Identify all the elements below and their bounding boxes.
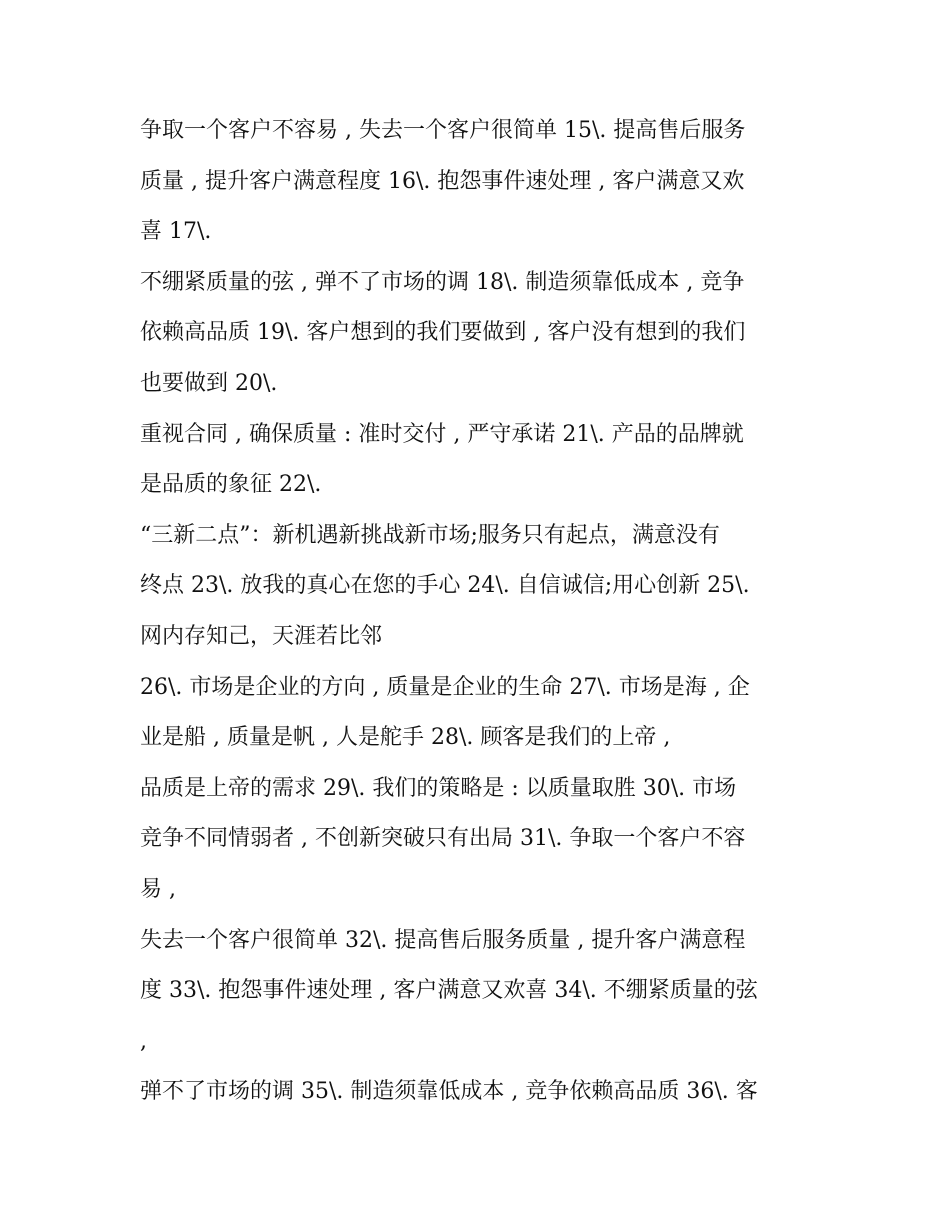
text-line: 也要做到 20\. (140, 370, 278, 396)
text-line: 网内存知己，天涯若比邻 (140, 623, 383, 649)
text-line: 争取一个客户不容易 , 失去一个客户很简单 15\. 提高售后服务 (140, 118, 746, 143)
text-line: 弹不了市场的调 35\. 制造须靠低成本 , 竞争依赖高品质 36\. 客 (140, 1079, 758, 1105)
text-line: 质量 , 提升客户满意程度 16\. 抱怨事件速处理 , 客户满意又欢 (140, 168, 745, 194)
text-line: 易 , (140, 876, 176, 902)
text-line: 业是船 , 质量是帆 , 人是舵手 28\. 顾客是我们的上帝 , (140, 725, 671, 751)
text-line: 失去一个客户很简单 32\. 提高售后服务质量 , 提升客户满意程 (140, 927, 746, 953)
document-body (140, 106, 820, 1118)
text-line: 终点 23\. 放我的真心在您的手心 24\. 自信诚信;用心创新 25\. (140, 573, 750, 599)
text-line: 是品质的象征 22\. (140, 472, 322, 498)
text-line: “三新二点”：新机遇新挑战新市场;服务只有起点，满意没有 (140, 522, 720, 548)
text-line: 26\. 市场是企业的方向 , 质量是企业的生命 27\. 市场是海 , 企 (140, 674, 750, 700)
text-line: 重视合同 , 确保质量 : 准时交付 , 严守承诺 21\. 产品的品牌就 (140, 421, 744, 447)
text-line: 度 33\. 抱怨事件速处理 , 客户满意又欢喜 34\. 不绷紧质量的弦 (140, 978, 758, 1004)
text-line: 不绷紧质量的弦 , 弹不了市场的调 18\. 制造须靠低成本 , 竞争 (140, 269, 745, 295)
text-line: 品质是上帝的需求 29\. 我们的策略是 : 以质量取胜 30\. 市场 (140, 775, 737, 801)
text-line: 依赖高品质 19\. 客户想到的我们要做到 , 客户没有想到的我们 (140, 320, 746, 346)
text-line: 竞争不同情弱者 , 不创新突破只有出局 31\. 争取一个客户不容 (140, 826, 746, 852)
text-line: 喜 17\. (140, 219, 212, 245)
text-line: , (140, 1028, 147, 1054)
